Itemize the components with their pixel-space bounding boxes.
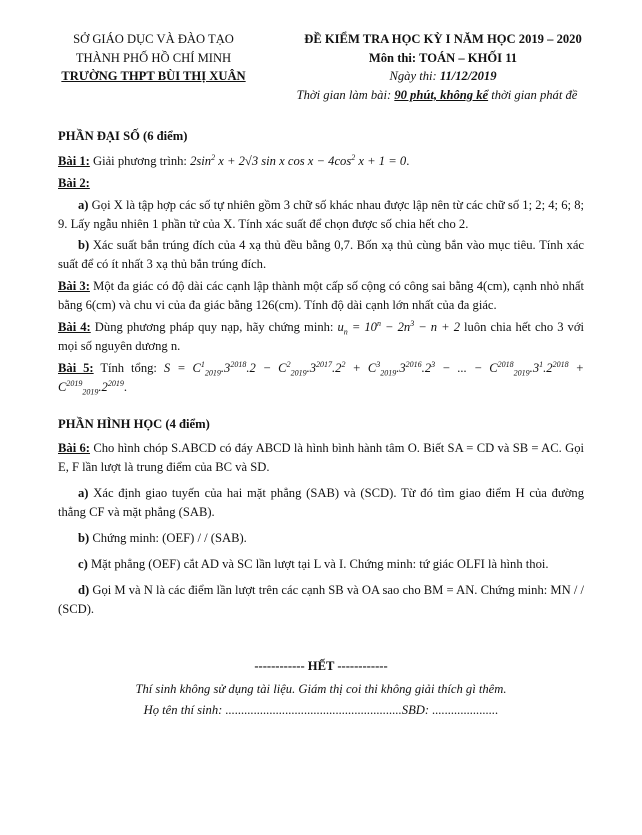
problem-2b: b) Xác suất bắn trúng đích của 4 xạ thủ đều bằng 0,7. Bốn xạ thủ cùng bắn vào mục tiêu. Tính xác suất để có ít nhất 3 xạ thủ bắn trúng đích. <box>58 238 584 272</box>
city-name: THÀNH PHỐ HỒ CHÍ MINH <box>75 50 232 65</box>
header-right <box>278 30 608 105</box>
problem-2-label: Bài 2: <box>58 175 90 190</box>
problem-2a: a) Gọi X là tập hợp các số tự nhiên gồm 3 chữ số khác nhau được lập nên từ các chữ số 1; 2; 4; 6; 8; 9. Lấy ngẫu nhiên 1 phần tử của X. Tính xác suất để chọn được số chia hết cho 2. <box>58 197 584 231</box>
exam-duration: Thời gian làm bài: 90 phút, không kể thời gian phát đề <box>296 87 578 102</box>
header-left <box>46 30 261 86</box>
problem-3: Bài 3: Một đa giác có độ dài các cạnh lập thành một cấp số cộng có công sai bằng 4(cm), cạnh nhỏ nhất bằng 6(cm) và chu vi của đa giác bằng 126(cm). Tính độ dài cạnh lớn nhất của đa giác. <box>58 279 584 313</box>
exam-date: Ngày thi: 11/12/2019 <box>389 69 497 84</box>
problem-6c: c) Mặt phẳng (OEF) cắt AD và SC lần lượt tại L và I. Chứng minh: tứ giác OLFI là hình thoi. <box>78 556 549 571</box>
candidate-info-line: Họ tên thí sinh: ........................................................SBD: ..................... <box>143 702 499 717</box>
school-name: TRƯỜNG THPT BÙI THỊ XUÂN <box>61 69 246 84</box>
sequence-formula: $u_n = 10^n - 2n^3 - n + 2$ <box>337 318 460 337</box>
footer-note: Thí sinh không sử dụng tài liệu. Giám thị coi thi không giải thích gì thêm. <box>135 681 507 696</box>
equation-1: $2\sin^2$ x + 2√3 sin x $\cos x - 4\cos^2$ x + 1 = 0 <box>190 152 407 168</box>
problem-1: Bài 1: Giải phương trình: $2\sin^2$ x + 2√3 sin x $\cos x - 4\cos^2$ x + 1 = 0. <box>58 152 410 168</box>
exam-body <box>58 127 584 626</box>
problem-6b: b) Chứng minh: (OEF) / / (SAB). <box>78 531 247 546</box>
exam-subject: Môn thi: TOÁN – KHỐI 11 <box>368 50 518 65</box>
problem-4: Bài 4: Dùng phương pháp quy nạp, hãy chứng minh: $u_n = 10^n - 2n^3 - n + 2$ luôn chia hết cho 3 với mọi số nguyên dương n. <box>58 318 585 353</box>
problem-6d: d) Gọi M và N là các điểm lần lượt trên các cạnh SB và OA sao cho BM = AN. Chứng minh: MN / / (SCD). <box>58 582 584 616</box>
exam-title: ĐỀ KIỂM TRA HỌC KỲ I NĂM HỌC 2019 – 2020 <box>304 32 582 46</box>
department-name: SỞ GIÁO DỤC VÀ ĐÀO TẠO <box>73 32 234 46</box>
problem-6: Bài 6: Cho hình chóp S.ABCD có đáy ABCD là hình bình hành tâm O. Biết SA = CD và SB = AC. Gọi E, F lần lượt là trung điểm của BC và SD. <box>58 441 584 475</box>
problem-6a: a) Xác định giao tuyến của hai mặt phẳng (SAB) và (SCD). Từ đó tìm giao điểm H của đường thẳng CF và mặt phẳng (SAB). <box>58 486 584 520</box>
section-algebra-title: PHẦN ĐẠI SỐ (6 điểm) <box>58 129 188 143</box>
section-geometry-title: PHẦN HÌNH HỌC (4 điểm) <box>58 416 210 431</box>
exam-footer <box>58 657 584 720</box>
problem-5: Bài 5: Tính tổng: $S = C^1_{2019}.3^{2018}.2 - C^2_{2019}.3^{2017}.2^2 + C^3_{2019}.3^{2016}.2^3$ − ... − $C^{2018}_{2019}.3^1.2^{2018} + C^{2019}_{2019}.2^{2019}$. <box>58 359 585 397</box>
end-marker: ------------ HẾT ------------ <box>254 659 388 673</box>
sum-formula: $S = C^1_{2019}.3^{2018}.2 - C^2_{2019}.3^{2017}.2^2 + C^3_{2019}.3^{2016}.2^3$ − ... − $C^{2018}_{2019}.3^1.2^{2018} + C^{2019}_{2019}.2^{2019}$ <box>58 359 585 397</box>
